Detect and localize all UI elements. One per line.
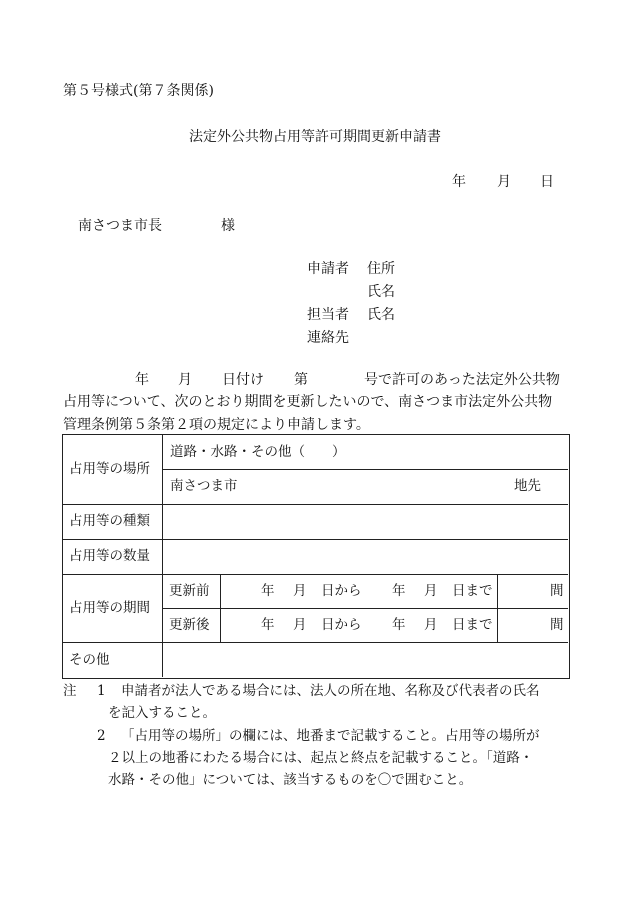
note-2-line-1: 「占用等の場所」の欄には、地番まで記載すること。占用等の場所が: [121, 728, 540, 744]
body-line-1: 号で許可のあった法定外公共物: [364, 372, 560, 388]
location-label: 占用等の場所: [69, 461, 150, 477]
applicant-name-label: 氏名: [367, 284, 395, 300]
location-city: 南さつま市: [170, 478, 238, 494]
date-month-label: 月: [497, 174, 511, 190]
document-title: 法定外公共物占用等許可期間更新申請書: [189, 129, 441, 145]
after-from-year: 年: [261, 617, 275, 633]
after-to-day: 日まで: [452, 617, 493, 633]
before-to-day: 日まで: [452, 583, 493, 599]
table-rule: [162, 608, 568, 609]
staff-label: 担当者: [307, 307, 349, 323]
body-line-2: 占用等について、次のとおり期間を更新したいので、南さつま市法定外公共物: [63, 394, 553, 410]
quantity-value-field[interactable]: [162, 540, 567, 574]
date-day-label: 日: [540, 174, 554, 190]
table-rule: [497, 574, 498, 642]
note-2-line-2: ２以上の地番にわたる場合には、起点と終点を記載すること。「道路・: [108, 750, 534, 766]
note-2-number: 2: [97, 728, 106, 744]
after-label: 更新後: [169, 617, 210, 633]
note-1-line-2: を記入すること。: [108, 705, 216, 721]
note-2-line-3: 水路・その他」については、該当するものを〇で囲むこと。: [108, 772, 473, 788]
body-line-3: 管理条例第５条第２項の規定により申請します。: [63, 417, 370, 433]
ref-number-prefix: 第: [294, 372, 308, 388]
other-label: その他: [69, 652, 110, 668]
note-1-number: 1: [97, 683, 106, 699]
other-value-field[interactable]: [162, 643, 567, 677]
before-duration-unit: 間: [550, 583, 564, 599]
after-from-day: 日から: [321, 617, 362, 633]
period-label: 占用等の期間: [69, 600, 150, 616]
kind-label: 占用等の種類: [69, 513, 150, 529]
ref-year-label: 年: [135, 372, 149, 388]
location-type-options: 道路・水路・その他（ ）: [170, 444, 346, 460]
after-to-year: 年: [392, 617, 406, 633]
applicant-address-label: 住所: [367, 261, 395, 277]
application-table: [62, 434, 570, 679]
before-from-day: 日から: [321, 583, 362, 599]
applicant-label: 申請者: [307, 261, 349, 277]
form-number: 第５号様式(第７条関係): [63, 83, 214, 99]
date-year-label: 年: [452, 174, 466, 190]
ref-day-label: 日付け: [222, 372, 264, 388]
notes-prefix: 注: [63, 683, 77, 699]
after-duration-unit: 間: [550, 617, 564, 633]
staff-name-label: 氏名: [367, 307, 395, 323]
before-from-month: 月: [293, 583, 307, 599]
addressee-honorific: 様: [221, 218, 235, 234]
kind-value-field[interactable]: [162, 505, 567, 539]
before-from-year: 年: [261, 583, 275, 599]
table-rule: [162, 469, 568, 470]
table-rule: [63, 574, 568, 575]
note-1-line-1: 申請者が法人である場合には、法人の所在地、名称及び代表者の氏名: [121, 683, 540, 699]
after-from-month: 月: [293, 617, 307, 633]
location-suffix: 地先: [514, 478, 541, 494]
before-label: 更新前: [169, 583, 210, 599]
after-to-month: 月: [424, 617, 438, 633]
before-to-year: 年: [392, 583, 406, 599]
ref-month-label: 月: [178, 372, 192, 388]
quantity-label: 占用等の数量: [69, 548, 150, 564]
addressee-name: 南さつま市長: [78, 218, 162, 234]
table-rule: [220, 574, 221, 642]
contact-label: 連絡先: [307, 330, 349, 346]
before-to-month: 月: [424, 583, 438, 599]
